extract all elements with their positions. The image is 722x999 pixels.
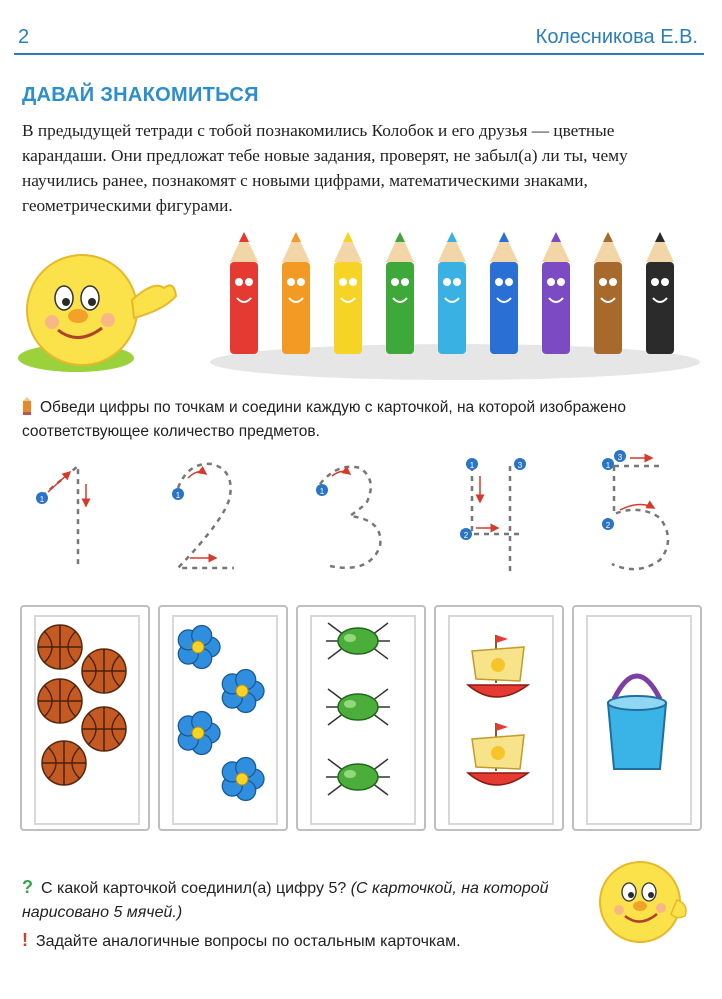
pencil-character	[490, 232, 518, 354]
pencil-character	[594, 232, 622, 354]
digit-3-tracing[interactable]	[316, 467, 380, 568]
page-header	[0, 0, 722, 54]
exclamation-mark-icon: !	[22, 930, 28, 950]
card-bugs[interactable]	[296, 605, 426, 831]
pencil-character	[230, 232, 258, 354]
pencil-icon	[22, 397, 32, 415]
start-marker-1: 1	[39, 495, 45, 504]
basketball-icon	[22, 607, 148, 829]
question-text: С какой карточкой соединил(а) цифру 5?	[41, 880, 347, 897]
task-instruction	[22, 396, 702, 444]
pencil-character	[282, 232, 310, 354]
task-text: Обведи цифры по точкам и соедини каждую с карточкой, на которой изображено соответствующее количество предметов.	[22, 399, 626, 440]
start-marker-5b: 2	[605, 521, 611, 530]
digit-2-tracing[interactable]	[172, 464, 234, 568]
card-bucket[interactable]	[572, 605, 702, 831]
card-flowers[interactable]	[158, 605, 288, 831]
pencil-character	[386, 232, 414, 354]
start-marker-4c: 3	[517, 461, 523, 470]
start-marker-5a: 1	[605, 461, 611, 470]
digit-tracing-area	[20, 448, 700, 588]
note-text: Задайте аналогичные вопросы по остальным карточкам.	[36, 933, 461, 950]
sailboat-icon	[436, 607, 562, 829]
start-marker-4b: 2	[463, 531, 469, 540]
flower-icon	[160, 607, 286, 829]
pencil-character	[542, 232, 570, 354]
card-basketballs[interactable]	[20, 605, 150, 831]
question-mark-icon: ?	[22, 877, 33, 897]
question-answer: (С карточкой, на которой нарисовано 5 мячей.)	[22, 880, 549, 921]
bucket-icon	[574, 607, 700, 829]
pencil-character	[334, 232, 362, 354]
pencil-character	[438, 232, 466, 354]
card-boats[interactable]	[434, 605, 564, 831]
kolobok-small-illustration	[585, 850, 695, 950]
picture-cards	[20, 605, 700, 830]
digit-5-tracing[interactable]	[602, 450, 668, 569]
digit-4-tracing[interactable]	[460, 458, 526, 572]
question-block	[22, 875, 582, 925]
digit-1-tracing[interactable]	[36, 466, 86, 568]
pencil-character	[646, 232, 674, 354]
author-name: Колесникова Е.В.	[535, 26, 698, 48]
note-block	[22, 928, 582, 954]
header-divider	[14, 53, 704, 55]
page-number: 2	[18, 26, 30, 48]
kolobok-illustration	[14, 240, 184, 380]
bug-icon	[298, 607, 424, 829]
colored-pencils-illustration	[210, 222, 700, 382]
start-marker-5c: 3	[617, 453, 623, 462]
intro-paragraph: В предыдущей тетради с тобой познакомились Колобок и его друзья — цветные карандаши. Они предложат тебе новые задания, проверят, не забыл(а) ли ты, чему научились ранее, познакомят с новыми цифрами, математическими знаками, геометрическими фигурами.	[22, 121, 628, 215]
start-marker-3: 1	[319, 487, 325, 496]
section-title: ДАВАЙ ЗНАКОМИТЬСЯ	[22, 84, 259, 106]
start-marker-2: 1	[175, 491, 181, 500]
start-marker-4a: 1	[469, 461, 475, 470]
